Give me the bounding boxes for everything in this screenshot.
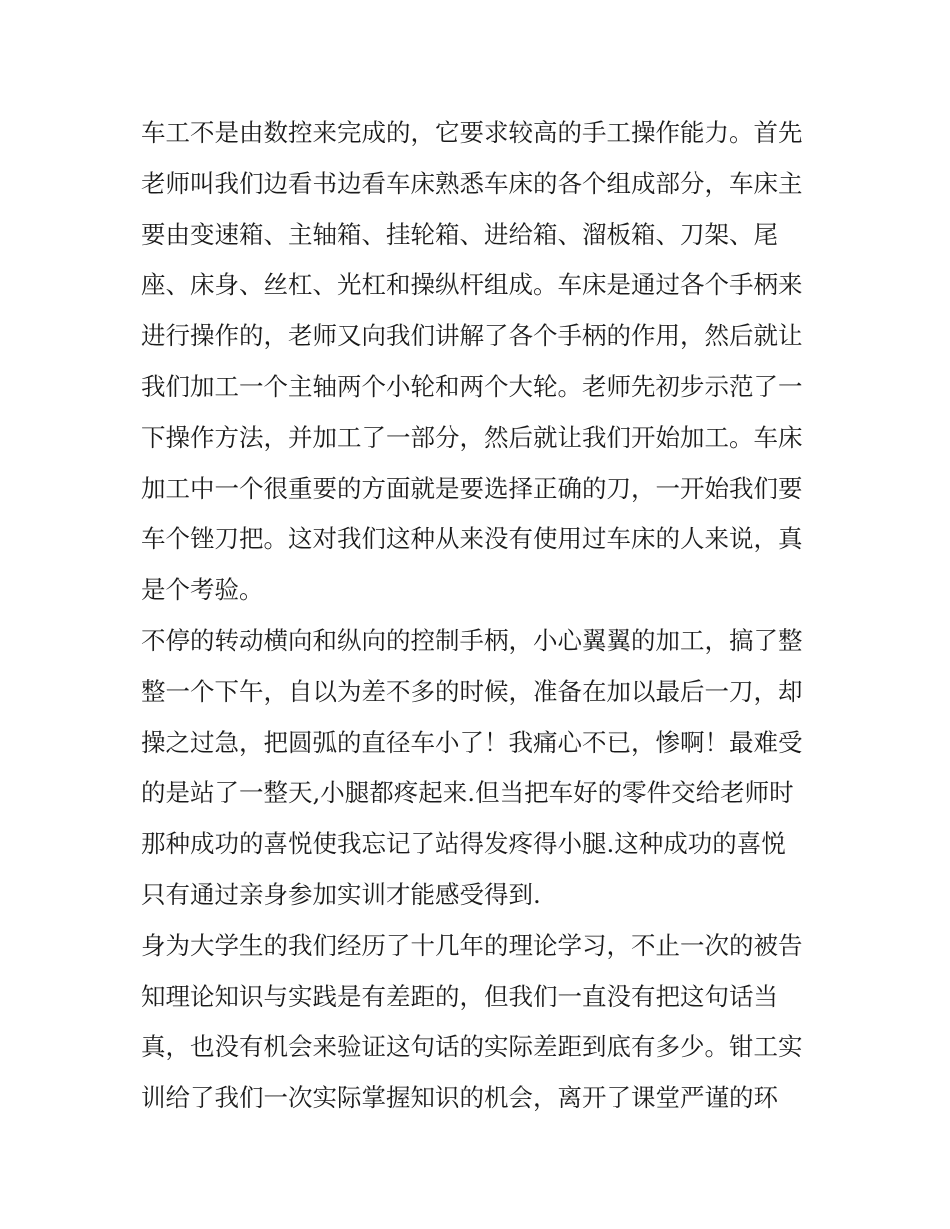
document-body — [141, 108, 821, 1124]
text-line: 车工不是由数控来完成的，它要求较高的手工操作能力。首先 — [141, 118, 803, 147]
text-line: 那种成功的喜悦使我忘记了站得发疼得小腿.这种成功的喜悦 — [141, 829, 786, 859]
text-line: 只有通过亲身参加实训才能感受得到. — [141, 879, 541, 909]
text-line: 的是站了一整天,小腿都疼起来.但当把车好的零件交给老师时 — [141, 778, 794, 808]
text-line: 座、床身、丝杠、光杠和操纵杆组成。车床是通过各个手柄来 — [141, 270, 803, 300]
text-line: 下操作方法，并加工了一部分，然后就让我们开始加工。车床 — [141, 422, 803, 452]
text-line: 是个考验。 — [141, 575, 264, 605]
text-line: 老师叫我们边看书边看车床熟悉车床的各个组成部分，车床主 — [141, 168, 803, 198]
text-line: 整一个下午，自以为差不多的时候，准备在加以最后一刀，却 — [141, 676, 803, 706]
text-line: 知理论知识与实践是有差距的，但我们一直没有把这句话当 — [141, 981, 778, 1011]
text-line: 真，也没有机会来验证这句话的实际差距到底有多少。钳工实 — [141, 1032, 803, 1062]
text-line: 进行操作的，老师又向我们讲解了各个手柄的作用，然后就让 — [141, 321, 803, 351]
text-line: 不停的转动横向和纵向的控制手柄，小心翼翼的加工，搞了整 — [141, 625, 803, 655]
text-line: 要由变速箱、主轴箱、挂轮箱、进给箱、溜板箱、刀架、尾 — [141, 219, 778, 249]
text-line: 加工中一个很重要的方面就是要选择正确的刀，一开始我们要 — [141, 473, 803, 503]
text-line: 车个锉刀把。这对我们这种从来没有使用过车床的人来说，真 — [141, 524, 803, 554]
text-line: 身为大学生的我们经历了十几年的理论学习，不止一次的被告 — [141, 930, 803, 960]
text-line: 训给了我们一次实际掌握知识的机会，离开了课堂严谨的环 — [141, 1083, 778, 1113]
text-line: 我们加工一个主轴两个小轮和两个大轮。老师先初步示范了一 — [141, 371, 803, 401]
text-line: 操之过急，把圆弧的直径车小了！我痛心不已，惨啊！最难受 — [141, 727, 803, 757]
